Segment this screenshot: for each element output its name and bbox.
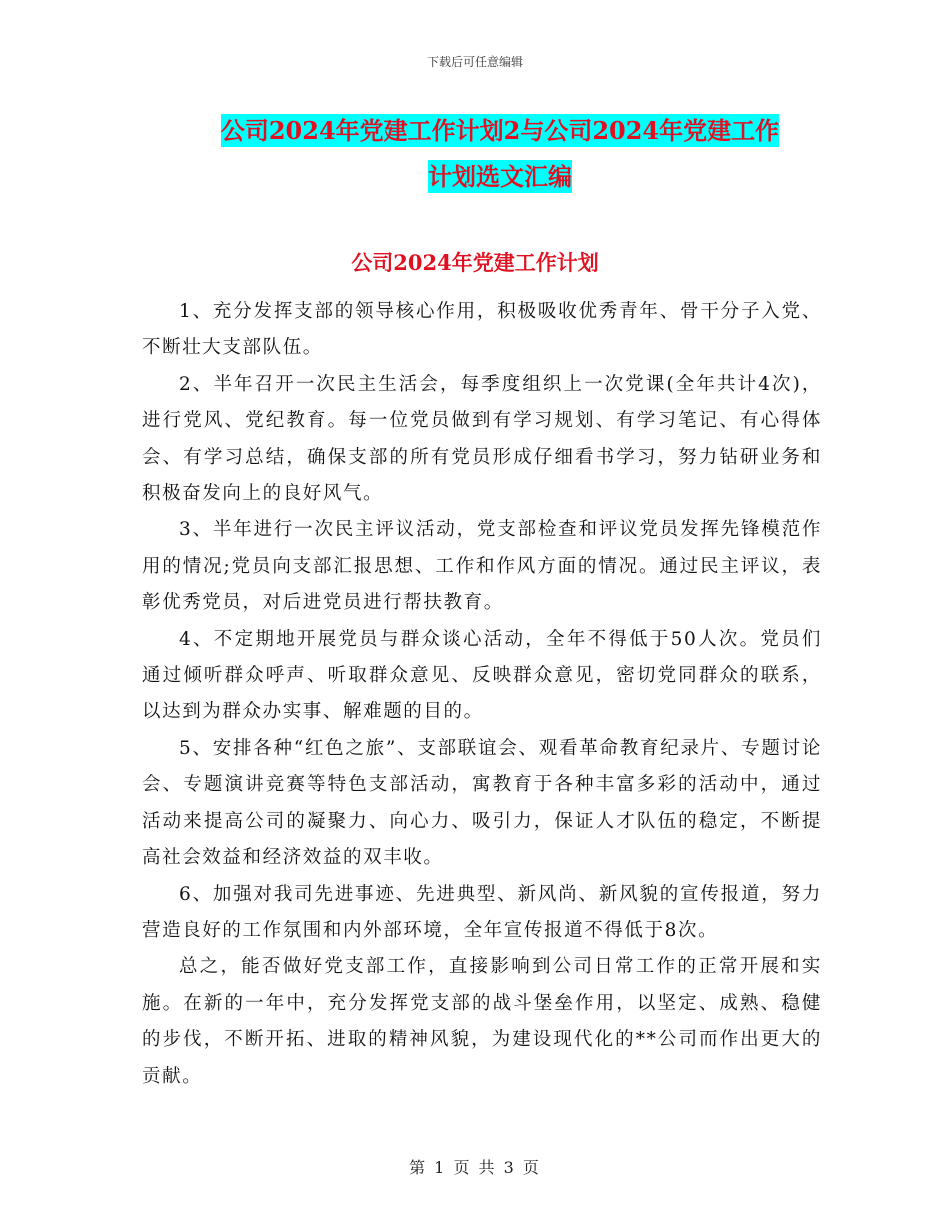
- document-title-line-2: 计划选文汇编: [428, 162, 572, 191]
- document-title-line-1: 公司2024年党建工作计划2与公司2024年党建工作: [220, 116, 780, 145]
- paragraph-4: 4、不定期地开展党员与群众谈心活动，全年不得低于50人次。党员们通过倾听群众呼声、听取群众意见、反映群众意见，密切党同群众的联系，以达到为群众办实事、解难题的目的。: [142, 628, 822, 723]
- paragraph-3: 3、半年进行一次民主评议活动，党支部检查和评议党员发挥先锋模范作用的情况;党员向支部汇报思想、工作和作风方面的情况。通过民主评议，表彰优秀党员，对后进党员进行帮扶教育。: [142, 519, 822, 614]
- page-footer: 第 1 页 共 3 页: [409, 1158, 541, 1177]
- document-title: [140, 108, 860, 200]
- section-title: 公司2024年党建工作计划: [351, 250, 599, 275]
- body-text: [142, 294, 822, 1095]
- paragraph-2: 2、半年召开一次民主生活会，每季度组织上一次党课(全年共计4次)，进行党风、党纪教育。每一位党员做到有学习规划、有学习笔记、有心得体会、有学习总结，确保支部的所有党员形成仔细看书学习，努力钻研业务和积极奋发向上的良好风气。: [142, 373, 822, 505]
- paragraph-5: 5、安排各种“红色之旅”、支部联谊会、观看革命教育纪录片、专题讨论会、专题演讲竞赛等特色支部活动，寓教育于各种丰富多彩的活动中，通过活动来提高公司的凝聚力、向心力、吸引力，保证人才队伍的稳定，不断提高社会效益和经济效益的双丰收。: [142, 737, 822, 869]
- paragraph-6: 6、加强对我司先进事迹、先进典型、新风尚、新风貌的宣传报道，努力营造良好的工作氛围和内外部环境，全年宣传报道不得低于8次。: [142, 883, 822, 941]
- paragraph-conclusion: 总之，能否做好党支部工作，直接影响到公司日常工作的正常开展和实施。在新的一年中，充分发挥党支部的战斗堡垒作用，以坚定、成熟、稳健的步伐，不断开拓、进取的精神风貌，为建设现代化的**公司而作出更大的贡献。: [142, 956, 822, 1087]
- header-note: 下载后可任意编辑: [426, 55, 523, 69]
- paragraph-1: 1、充分发挥支部的领导核心作用，积极吸收优秀青年、骨干分子入党、不断壮大支部队伍。: [142, 301, 822, 359]
